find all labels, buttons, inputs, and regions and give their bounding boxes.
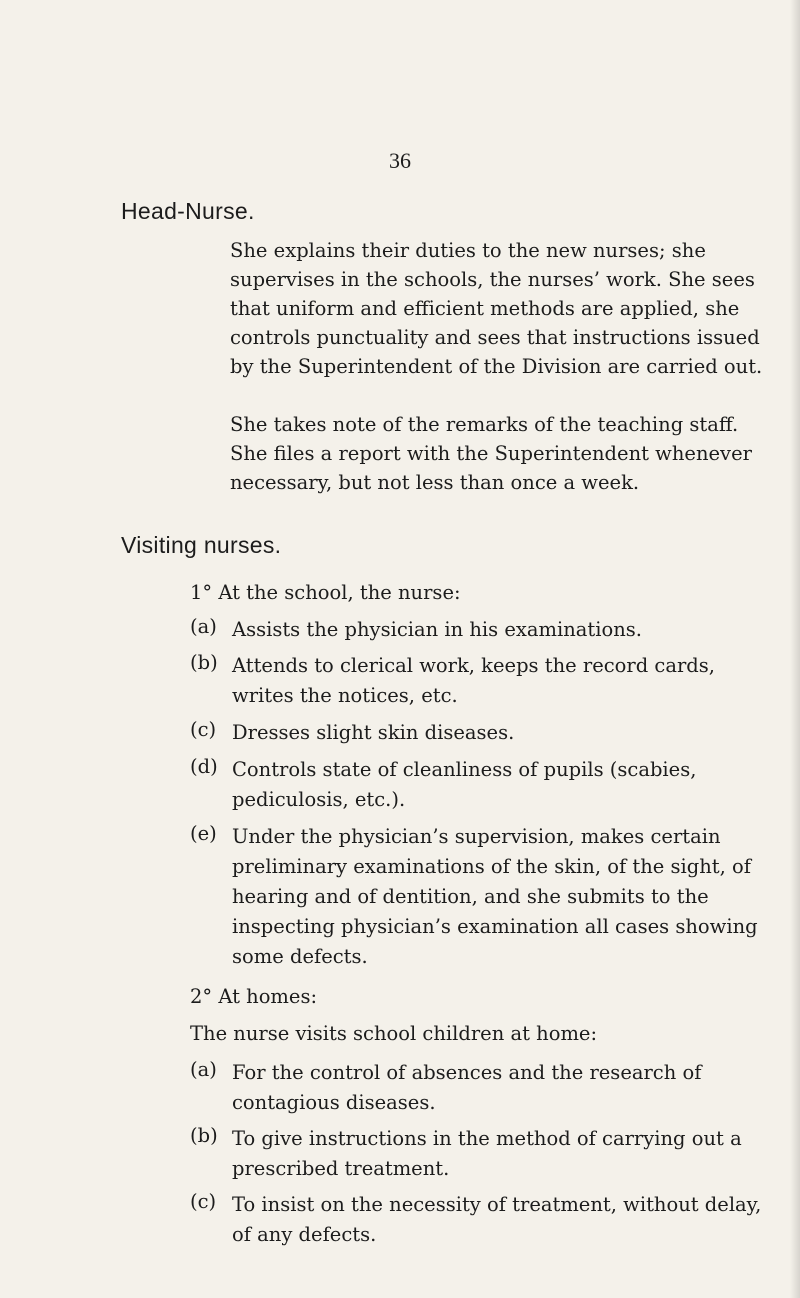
- item-label: (a): [190, 615, 217, 638]
- head-nurse-paragraph-1: She explains their duties to the new nurses; she supervises in the schools, the nurses’ work. She sees that uniform and efficient methods are applied, she controls punctuality and sees that instructions issued by the Superintendent of the Division are carried out.: [230, 239, 763, 378]
- homes-sentence: The nurse visits school children at home:: [190, 1022, 598, 1045]
- item-label: (e): [190, 822, 217, 845]
- item-text: To insist on the necessity of treatment, without delay, of any defects.: [232, 1193, 762, 1246]
- item-label: (c): [190, 1190, 217, 1213]
- school-intro: 1° At the school, the nurse:: [190, 581, 461, 604]
- item-label: (c): [190, 718, 217, 741]
- item-text: To give instructions in the method of carrying out a prescribed treatment.: [232, 1127, 742, 1180]
- item-text: Dresses slight skin diseases.: [232, 721, 515, 744]
- item-text: Assists the physician in his examinations.: [232, 618, 643, 641]
- item-text: For the control of absences and the research of contagious diseases.: [232, 1061, 702, 1114]
- item-label: (a): [190, 1058, 217, 1081]
- head-nurse-paragraph-2: She takes note of the remarks of the teaching staff. She files a report with the Superintendent whenever necessary, but not less than once a week.: [230, 413, 752, 494]
- item-text: Attends to clerical work, keeps the record cards, writes the notices, etc.: [232, 654, 715, 707]
- item-text: Under the physician’s supervision, makes certain preliminary examinations of the skin, of the sight, of hearing and of dentition, and she submits to the inspecting physician’s examination all cases showing some defects.: [232, 825, 758, 968]
- item-label: (b): [190, 1124, 218, 1147]
- visiting-nurses-heading: Visiting nurses.: [121, 532, 282, 558]
- item-label: (d): [190, 755, 218, 778]
- homes-intro: 2° At homes:: [190, 985, 318, 1008]
- head-nurse-heading: Head-Nurse.: [121, 198, 255, 224]
- page-number: 36: [389, 148, 411, 173]
- item-label: (b): [190, 651, 218, 674]
- page-edge-shadow: [790, 0, 800, 1298]
- item-text: Controls state of cleanliness of pupils (scabies, pediculosis, etc.).: [232, 758, 697, 811]
